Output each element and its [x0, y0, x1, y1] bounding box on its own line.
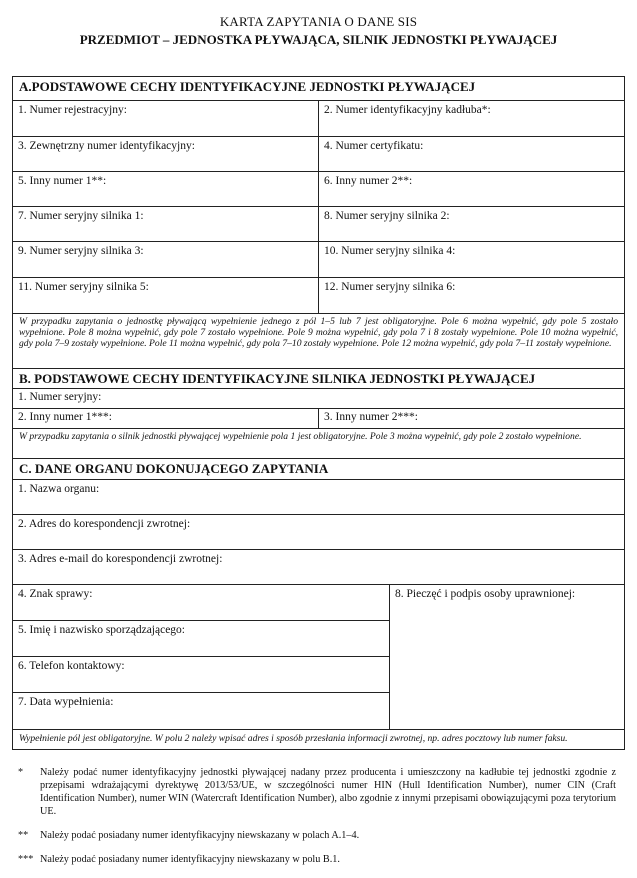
field-c2[interactable]: 2. Adres do korespondencji zwrotnej:	[18, 518, 191, 530]
footnote-2	[18, 829, 616, 842]
field-a1[interactable]: 1. Numer rejestracyjny:	[13, 101, 319, 136]
field-a6[interactable]: 6. Inny numer 2**:	[324, 175, 413, 187]
section-a-note: W przypadku zapytania o jednostkę pływającą wypełnienie jednego z pól 1–5 lub 7 jest obligatoryjne. Pole 6 można wypełnić, gdy pole 5 zostało wypełnione. Pole 8 można wypełnić, gdy pole 7 zostało wypełnione. Pole 9 można wypełnić, gdy pola 7 i 8 zostały wypełnione. Pole 10 można wypełnić, gdy pola 7–9 zostały wypełnione. Pole 11 można wypełnić, gdy pola 7–10 zostały wypełnione. Pole 12 można wypełnić, gdy pola 7–11 zostały wypełnione.	[13, 314, 624, 369]
section-c-title: C. DANE ORGANU DOKONUJĄCEGO ZAPYTANIA	[13, 459, 624, 480]
field-c1[interactable]: 1. Nazwa organu:	[18, 483, 100, 495]
field-a10[interactable]: 10. Numer seryjny silnika 4:	[324, 245, 456, 257]
field-a9[interactable]: 9. Numer seryjny silnika 3:	[13, 242, 319, 277]
footnote-text: Należy podać posiadany numer identyfikacyjny niewskazany w polu B.1.	[40, 854, 340, 865]
field-b3[interactable]: 3. Inny numer 2***:	[324, 411, 418, 423]
field-c5[interactable]: 5. Imię i nazwisko sporządzającego:	[13, 621, 389, 657]
request-form	[12, 76, 625, 750]
footnote-1	[18, 766, 616, 818]
footnote-3	[18, 853, 616, 866]
field-a11[interactable]: 11. Numer seryjny silnika 5:	[13, 278, 319, 313]
form-row	[13, 242, 624, 278]
footnote-mark: *	[18, 767, 24, 778]
form-row	[13, 278, 624, 314]
field-b2[interactable]: 2. Inny numer 1***:	[13, 409, 319, 428]
field-a7[interactable]: 7. Numer seryjny silnika 1:	[13, 207, 319, 241]
section-b-note: W przypadku zapytania o silnik jednostki pływającej wypełnienie pola 1 jest obligatoryjne. Pole 3 można wypełnić, gdy pole 2 zostało wypełnione.	[13, 429, 624, 459]
signature-block	[13, 585, 624, 730]
section-c-note: Wypełnienie pól jest obligatoryjne. W polu 2 należy wpisać adres i sposób przesłania informacji zwrotnej, np. adres pocztowy lub numer faksu.	[19, 733, 568, 744]
form-row	[13, 172, 624, 207]
form-row	[13, 207, 624, 242]
footnote-text: Należy podać numer identyfikacyjny jednostki pływającej nadany przez producenta i umieszczony na kadłubie tej jednostki zgodnie z przepisami wdrażającymi dyrektywę 2013/53/UE, w szczególności numer HIN (Hull Identification Number), numer CIN (Craft Identification Number), numer WIN (Watercraft Identification Number), albo zgodnie z innymi przepisami obowiązującymi poza terytorium UE.	[40, 767, 616, 817]
form-row	[13, 137, 624, 172]
field-a2[interactable]: 2. Numer identyfikacyjny kadłuba*:	[324, 104, 491, 116]
form-row	[13, 515, 624, 550]
page-subtitle: PRZEDMIOT – JEDNOSTKA PŁYWAJĄCA, SILNIK JEDNOSTKI PŁYWAJĄCEJ	[79, 32, 558, 47]
field-c4[interactable]: 4. Znak sprawy:	[13, 585, 389, 621]
section-a-title: A.PODSTAWOWE CECHY IDENTYFIKACYJNE JEDNOSTKI PŁYWAJĄCEJ	[13, 77, 624, 101]
section-b-title: B. PODSTAWOWE CECHY IDENTYFIKACYJNE SILNIKA JEDNOSTKI PŁYWAJĄCEJ	[13, 369, 624, 389]
field-a3[interactable]: 3. Zewnętrzny numer identyfikacyjny:	[13, 137, 319, 171]
field-c6[interactable]: 6. Telefon kontaktowy:	[13, 657, 389, 693]
field-c8[interactable]: 8. Pieczęć i podpis osoby uprawnionej:	[395, 588, 576, 600]
form-row	[13, 101, 624, 137]
footnote-mark: ***	[18, 854, 34, 865]
field-c7[interactable]: 7. Data wypełnienia:	[18, 696, 114, 708]
footnote-mark: **	[18, 830, 29, 841]
form-row	[13, 389, 624, 409]
form-row	[13, 550, 624, 585]
field-a4[interactable]: 4. Numer certyfikatu:	[324, 140, 424, 152]
field-a12[interactable]: 12. Numer seryjny silnika 6:	[324, 281, 456, 293]
form-row	[13, 409, 624, 429]
page-title: KARTA ZAPYTANIA O DANE SIS	[219, 14, 418, 29]
field-a8[interactable]: 8. Numer seryjny silnika 2:	[324, 210, 450, 222]
field-a5[interactable]: 5. Inny numer 1**:	[13, 172, 319, 206]
form-row	[13, 480, 624, 515]
footnote-text: Należy podać posiadany numer identyfikacyjny niewskazany w polach A.1–4.	[40, 830, 360, 841]
field-c3[interactable]: 3. Adres e-mail do korespondencji zwrotnej:	[18, 553, 223, 565]
field-b1[interactable]: 1. Numer seryjny:	[18, 391, 102, 403]
